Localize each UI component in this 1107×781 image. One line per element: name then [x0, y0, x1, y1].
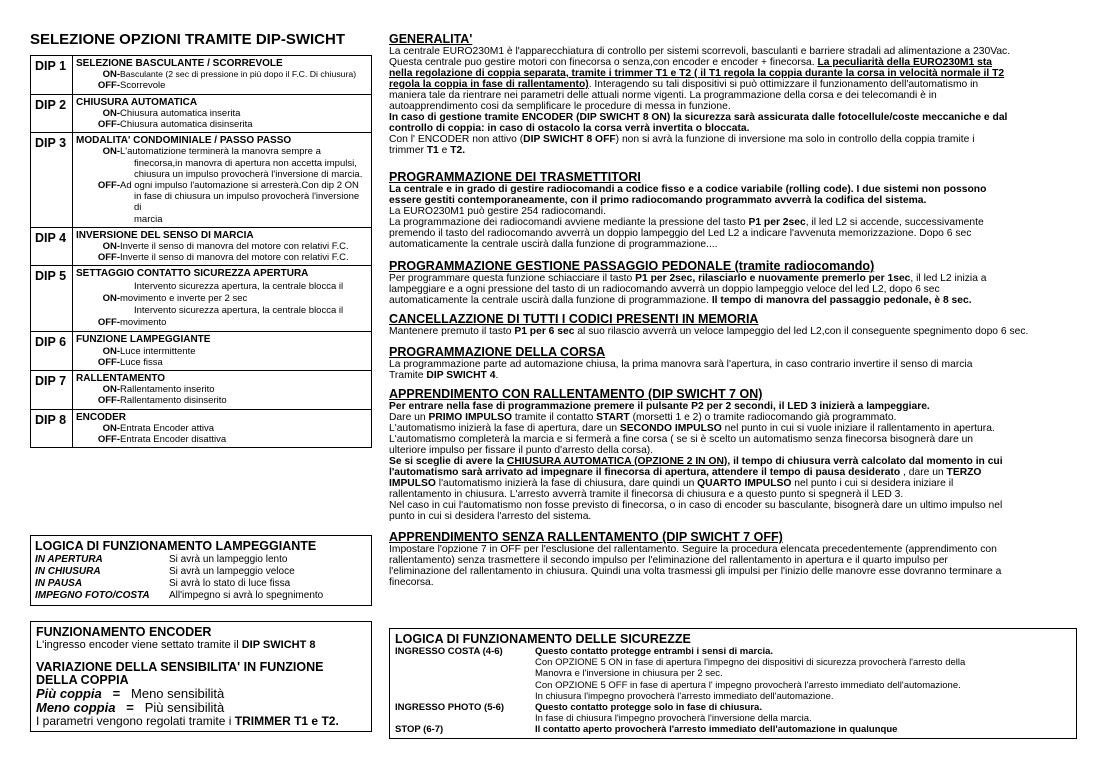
lamp-state: IN APERTURA: [35, 554, 103, 565]
text-span: Tramite: [389, 370, 427, 381]
lamp-behavior: Si avrà un lampeggio lento: [169, 554, 288, 565]
section-learning-with-slowdown: [389, 387, 1079, 522]
on-label: ON-: [102, 384, 120, 396]
dip-on-option: [76, 108, 368, 119]
section-travel-programming: [389, 345, 1079, 381]
off-text: Entrata Encoder disattiva: [120, 434, 227, 446]
text-span: P1 per 2sec, rilasciarlo e nuovamente premerlo per 1sec: [635, 273, 911, 284]
text-line: [389, 326, 1079, 337]
text-span: P1 per 2sec: [748, 217, 806, 228]
section-pedestrian: [389, 259, 1079, 306]
text-span: TERZO: [946, 467, 982, 478]
text-line: autoapprendimento cosi da semplificare le procedure di messa in funzione.: [389, 101, 731, 112]
dip-number: DIP 7: [31, 371, 73, 409]
text-line: La centrale e in grado di gestire radiocomandi a codice fisso e a codice variabile (rolling code). I due sistemi non possono: [389, 184, 987, 195]
off-text: movimento: [120, 317, 167, 329]
text-span: Se si sceglie di avere la: [389, 456, 507, 467]
safety-logic-box: [389, 628, 1077, 739]
dip-off-option: [76, 395, 368, 406]
text-line: lampeggiare e a ogni pressione del tasto di un radiocomando avverrà un doppio lampeggio veloce del led L2, dopo 6 sec: [389, 284, 940, 295]
lamp-behavior: All'impegno si avrà lo spegnimento: [169, 590, 324, 601]
text-span: IMPULSO: [389, 478, 436, 489]
dip-off-option: [76, 357, 368, 368]
input-description: Questo contatto protegge solo in fase di chiusura.: [535, 702, 762, 714]
text-span: Mantenere premuto il tasto: [389, 326, 515, 337]
off-text: Inverte il senso di manovra del motore con relativi F.C.: [120, 252, 349, 264]
more-torque-row: [36, 687, 367, 701]
text-line: [389, 295, 1079, 306]
off-label: OFF-: [97, 434, 120, 446]
on-text: Basculante (2 sec di pressione in più dopo il F.C. Di chiusura): [120, 69, 357, 80]
text-line: automaticamente la centrale uscirà dalla funzione di programmazione....: [389, 239, 718, 250]
text-span: , il tempo di chiusura verrà calcolato dal momento in cui: [727, 456, 1003, 467]
text-span: , il led L2 si accende, successivamente: [805, 217, 984, 228]
input-description: Questo contatto protegge entrambi i sensi di marcia.: [535, 646, 774, 657]
on-text: Chiusura automatica inserita: [120, 107, 241, 119]
text-line: [389, 273, 1079, 284]
text-line: In caso di gestione tramite ENCODER (DIP SWICHT 8 ON) la sicurezza sarà assicurata dalle fotocellule/coste meccaniche e dal: [389, 112, 1008, 123]
dip-title: SETTAGGIO CONTATTO SICUREZZA APERTURA: [76, 268, 309, 280]
lamp-state: IN CHIUSURA: [35, 566, 101, 577]
off-text-line: in fase di chiusura un impulso provocherà l'inversione di: [134, 191, 360, 214]
text-line: Impostare l'opzione 7 in OFF per l'esclusione del rallentamento. Seguire la procedura elencata precedentemente (apprendimento con: [389, 544, 997, 555]
equals: =: [112, 686, 121, 701]
text-line: In fase di chiusura l'impegno provocherà l'inversione della marcia.: [535, 713, 812, 725]
trimmer-text-a: I parametri vengono regolati tramite i: [36, 714, 235, 728]
dip-switch-table: [30, 55, 372, 448]
dip-description: [73, 95, 371, 133]
text-line: [389, 423, 1079, 434]
dip-off-option: [76, 252, 368, 263]
text-span: trimmer: [389, 145, 427, 156]
lamp-row: [35, 590, 367, 602]
dip-description: [73, 133, 371, 227]
on-label: ON-: [102, 107, 120, 119]
dip-description: [73, 332, 371, 370]
less-torque-label: Meno coppia: [36, 700, 116, 715]
text-line: [389, 412, 1079, 423]
stop-row: [395, 724, 1071, 735]
text-line: [389, 217, 1079, 228]
on-text: movimento e inverte per 2 sec: [120, 292, 248, 304]
text-span: La programmazione dei radiocomandi avviene mediante la pressione del tasto: [389, 217, 749, 228]
equals: =: [126, 700, 134, 715]
dip-number: DIP 4: [31, 228, 73, 266]
off-text: Luce fissa: [120, 356, 163, 368]
dip-row-8: [31, 410, 371, 448]
text-line: rallentamento in chiusura. L'arresto avverrà tramite il finecorsa di chiusura e a questo punto si spegnerà il LED 3.: [389, 489, 904, 500]
text-line: Nel caso in cui l'automatismo non fosse previsto di finecorsa, o in caso di encoder su basculante, bisognerà dare un ultimo impulso nel: [389, 500, 1003, 511]
text-span: Il tempo di manovra del passaggio pedonale, è 8 sec.: [711, 295, 972, 306]
more-torque-value: Meno sensibilità: [131, 686, 225, 701]
text-line: L'automatismo completerà la marcia e si fermerà a fine corsa ( se si è scelto un automatismo senza finecorsa bisognerà dare un: [389, 434, 974, 445]
dip-off-option: [76, 180, 368, 191]
input-name: STOP (6-7): [395, 724, 444, 736]
on-label: ON-: [102, 69, 120, 81]
section-heading: PROGRAMMAZIONE DELLA CORSA: [389, 345, 606, 359]
dip-title: RALLENTAMENTO: [76, 373, 166, 385]
section-heading: GENERALITA': [389, 32, 473, 46]
less-torque-row: [36, 701, 367, 715]
encoder-text-a: L'ingresso encoder viene settato tramite il: [36, 639, 242, 651]
dip-number: DIP 1: [31, 56, 73, 94]
text-span: ) non si avrà la funzione di inversione ma solo in controllo della coppia tramite i: [615, 134, 975, 145]
trimmer-text: [36, 715, 367, 728]
text-span: T2.: [450, 145, 466, 156]
dip-row-5: [31, 266, 371, 332]
section-general: [389, 32, 1079, 156]
text-line: In chiusura l'impegno provocherà l'arresto immediato dell'automazione.: [535, 690, 834, 702]
on-text-line: finecorsa,in manovra di apertura non accetta impulsi,: [134, 157, 357, 169]
text-line: [389, 456, 1079, 467]
dip-title: FUNZIONE LAMPEGGIANTE: [76, 334, 211, 346]
text-span: Con l' ENCODER non attivo (: [389, 134, 524, 145]
text-line: La centrale EURO230M1 è l'apparecchiatura di controllo per sistemi scorrevoli, basculanti e barriere stradali ad alimentazione a 230Vac.: [389, 46, 1011, 57]
on-text: Rallentamento inserito: [120, 384, 215, 396]
photo-row: [395, 702, 1071, 713]
dip-row-4: [31, 228, 371, 267]
text-span: l'automatismo inizierà la fase di chiusura, dare quindi un: [435, 478, 698, 489]
dip-on-option: [76, 423, 368, 434]
dip-title: INVERSIONE DEL SENSO DI MARCIA: [76, 229, 254, 241]
text-line: La EURO230M1 può gestire 254 radiocomandi.: [389, 206, 606, 217]
dip-off-option: [76, 119, 368, 130]
text-span: L'automatismo inizierà la fase di apertura, dare un: [389, 423, 620, 434]
section-learning-without-slowdown: [389, 530, 1079, 588]
dip-row-3: [31, 133, 371, 228]
dip-on-option: [76, 293, 368, 305]
text-line: premendo il tasto del radiocomando avverrà un doppio lampeggio del Led L2 a indicare l'avvenuta memorizzazione. Dopo 6 sec: [389, 228, 972, 239]
on-text: Luce intermittente: [120, 345, 196, 357]
dip-number: DIP 6: [31, 332, 73, 370]
off-text: Rallentamento disinserito: [120, 395, 227, 407]
text-span: nel punto i cui si desidera iniziare il: [791, 478, 954, 489]
dip-row-7: [31, 371, 371, 410]
off-label: OFF-: [97, 317, 120, 329]
dip-on-option: [76, 384, 368, 395]
text-line: La programmazione parte ad automazione chiusa, la prima manovra sarà l'apertura, in caso contrario invertire il senso di marcia: [389, 359, 973, 370]
off-label: OFF-: [97, 356, 120, 368]
lamp-behavior: Si avrà lo stato di luce fissa: [169, 578, 291, 589]
text-line: Per entrare nella fase di programmazione premere il pulsante P2 per 2 secondi, il LED 3 inizierà a lampeggiare.: [389, 401, 930, 412]
off-label: OFF-: [97, 252, 120, 264]
section-heading: PROGRAMMAZIONE GESTIONE PASSAGGIO PEDONALE (tramite radiocomando): [389, 259, 875, 273]
text-span: T1: [426, 145, 439, 156]
text-span: Dare un: [389, 412, 429, 423]
encoder-box: [30, 621, 372, 732]
dip-on-option: [76, 346, 368, 357]
dip-number: DIP 5: [31, 266, 73, 331]
text-span: .: [495, 370, 499, 381]
text-span: regola la coppia in fase di rallentamento): [389, 79, 589, 90]
lamp-row: [35, 578, 367, 590]
lamp-row: [35, 566, 367, 578]
text-line: Con OPZIONE 5 ON in fase di apertura l'impegno dei dispositivi di sicurezza provocherà l'arresto della: [535, 657, 966, 669]
dip-off-option: [76, 80, 368, 91]
dip-number: DIP 2: [31, 95, 73, 133]
lamp-row: [35, 554, 367, 566]
dip-number: DIP 3: [31, 133, 73, 227]
costa-row: [395, 646, 1071, 657]
text-span: Per programmare questa funzione schiacciare il tasto: [389, 273, 636, 284]
dip-description: [73, 266, 371, 331]
section-title: LOGICA DI FUNZIONAMENTO DELLE SICUREZZE: [395, 632, 691, 646]
on-label: ON-: [102, 292, 120, 304]
encoder-text: [36, 639, 367, 652]
lamp-state: IN PAUSA: [35, 578, 83, 589]
text-line: Manovra e l'inversione in chiusura per 2 sec.: [535, 668, 723, 680]
dip-on-option: [76, 69, 368, 80]
text-line: punto in cui si desidera l'arresto del sistema.: [389, 511, 592, 522]
flashing-light-logic-box: [30, 535, 372, 606]
section-clear-codes: [389, 312, 1079, 337]
dip-title: ENCODER: [76, 411, 127, 423]
lamp-behavior: Si avrà un lampeggio veloce: [169, 566, 295, 577]
off-text-line: marcia: [134, 213, 163, 225]
on-label: ON-: [102, 422, 120, 434]
off-label: OFF-: [97, 395, 120, 407]
text-span: Questa centrale puo gestire motori con finecorsa o senza,con encoder e encoder + finecorsa.: [389, 57, 818, 68]
text-line: [389, 370, 1079, 381]
section-title: FUNZIONAMENTO ENCODER: [36, 625, 212, 639]
on-label: ON-: [102, 146, 120, 158]
text-line: rallentamento) senza trasmettere il secondo impulso per l'eliminazione del rallentamento in apertura e il quarto impulso per: [389, 555, 948, 566]
text-line: [389, 57, 1079, 68]
text-line: maniera tale da rientrare nei parametri delle attuali norme vigenti. La programmazione della corsa e dei telecomandi è in: [389, 90, 937, 101]
text-span: START: [596, 412, 630, 423]
off-text: Scorrevole: [120, 80, 166, 92]
text-line: essere gestiti contemporaneamente, con il primo radiocomando programmato avverrà la codifica del sistema.: [389, 195, 927, 206]
off-label: OFF-: [97, 119, 120, 131]
off-label: OFF-: [97, 80, 120, 92]
text-span: , dare un: [900, 467, 947, 478]
section-heading: APPRENDIMENTO SENZA RALLENTAMENTO (DIP SWICHT 7 OFF): [389, 530, 783, 544]
on-label: ON-: [102, 345, 120, 357]
input-description: Il contatto aperto provocherà l'arresto immediato dell'automazione in qualunque: [535, 724, 898, 736]
on-text: Entrata Encoder attiva: [120, 422, 214, 434]
dip-description: [73, 410, 371, 448]
on-text-line: Intervento sicurezza apertura, la centrale blocca il: [134, 280, 344, 292]
text-span: l'automatismo sarà arrivato ad impegnare il finecorsa di apertura, attendere il tempo di pausa desiderato: [389, 467, 901, 478]
dip-description: [73, 56, 371, 94]
text-span: nel punto in cui si vuole iniziare il rallentamento in apertura.: [721, 423, 995, 434]
input-name: INGRESSO COSTA (4-6): [395, 646, 503, 657]
text-line: [389, 478, 1079, 489]
text-span: tramite il contatto: [512, 412, 597, 423]
text-line: finecorsa.: [389, 577, 434, 588]
dip-off-option: [76, 434, 368, 445]
section-title: LOGICA DI FUNZIONAMENTO LAMPEGGIANTE: [35, 539, 317, 553]
text-span: SECONDO IMPULSO: [619, 423, 722, 434]
encoder-dip: DIP SWICHT 8: [241, 639, 316, 651]
dip-title: CHIUSURA AUTOMATICA: [76, 96, 198, 108]
dip-description: [73, 371, 371, 409]
dip-title: MODALITA' CONDOMINIALE / PASSO PASSO: [76, 135, 292, 147]
off-label: OFF-: [97, 180, 120, 192]
text-line: [389, 467, 1079, 478]
text-span: . Interagendo su tali dispositivi si può ottimizzare il funzionamento dell'automatismo in: [588, 79, 979, 90]
text-line: Con OPZIONE 5 OFF in fase di apertura l' impegno provocherà l'arresto immediato dell'automazione.: [535, 679, 961, 691]
sensitivity-title-2: DELLA COPPIA: [36, 673, 129, 687]
text-span: , il led L2 inizia a: [910, 273, 987, 284]
more-torque-label: Più coppia: [36, 686, 102, 701]
instructions-column: [389, 32, 1079, 594]
on-label: ON-: [102, 241, 120, 253]
dip-title: SELEZIONE BASCULANTE / SCORREVOLE: [76, 58, 283, 69]
text-span: CHIUSURA AUTOMATICA (OPZIONE 2 IN ON): [506, 456, 728, 467]
trimmer-names: TRIMMER T1 e T2.: [234, 714, 339, 728]
text-span: PRIMO IMPULSO: [428, 412, 513, 423]
dip-on-option: [76, 241, 368, 252]
text-line: ulteriore impulso per fissare il punto d'arresto della corsa).: [389, 445, 654, 456]
text-span: DIP SWICHT 4: [426, 370, 496, 381]
text-line: [389, 145, 1079, 156]
dip-on-option: [76, 146, 368, 157]
text-span: DIP SWICHT 8 OFF: [523, 134, 616, 145]
input-name: INGRESSO PHOTO (5-6): [395, 702, 505, 714]
on-text: L'automatizione terminerà la manovra sempre a: [120, 146, 321, 158]
on-text: Inverte il senso di manovra del motore con relativi F.C.: [120, 241, 349, 253]
section-heading: APPRENDIMENTO CON RALLENTAMENTO (DIP SWICHT 7 ON): [389, 387, 763, 401]
section-heading: CANCELLAZZIONE DI TUTTI I CODICI PRESENTI IN MEMORIA: [389, 312, 759, 326]
on-text-line: chiusura un impulso provocherà l'inversione di marcia.: [134, 168, 363, 180]
text-line: l'eliminazione del rallentamento in chiusura. Quindi una volta trasmessi gli impulsi per l'inizio delle manovre esse dovranno terminare a: [389, 566, 1002, 577]
section-heading: PROGRAMMAZIONE DEI TRASMETTITORI: [389, 170, 641, 184]
sensitivity-title: VARIAZIONE DELLA SENSIBILITA' IN FUNZIONE: [36, 660, 324, 674]
section-transmitters: [389, 170, 1079, 250]
text-span: e: [438, 145, 451, 156]
dip-off-option: [76, 317, 368, 329]
lamp-state: IMPEGNO FOTO/COSTA: [35, 590, 150, 601]
text-line: [389, 79, 1079, 90]
less-torque-value: Più sensibilità: [144, 700, 225, 715]
text-span: QUARTO IMPULSO: [697, 478, 792, 489]
dip-row-1: [31, 56, 371, 95]
dip-description: [73, 228, 371, 266]
text-span: P1 per 6 sec: [514, 326, 575, 337]
text-span: (morsetti 1 e 2) o tramite radiocomando già programmato.: [629, 412, 897, 423]
dip-number: DIP 8: [31, 410, 73, 448]
text-span: automaticamente la centrale uscirà dalla funzione di programmazione.: [389, 295, 712, 306]
off-text-line: Intervento sicurezza apertura, la centrale blocca il: [134, 305, 344, 317]
text-span: al suo rilascio avverrà un veloce lampeggio del led L2,con il conseguente spegnimento dopo 6 sec.: [574, 326, 1029, 337]
off-text: Chiusura automatica disinserita: [120, 119, 253, 131]
dip-row-6: [31, 332, 371, 371]
off-text: Ad ogni impulso l'automazione si arresterà.Con dip 2 ON: [120, 180, 359, 192]
dip-row-2: [31, 95, 371, 134]
text-line: nella regolazione di coppia separata, tramite i trimmer T1 e T2 ( il T1 regola la coppia durante la corsa in velocità normale il T2: [389, 68, 1005, 79]
text-span: La peculiarità della EURO230M1 sta: [817, 57, 992, 68]
text-line: [389, 134, 1079, 145]
text-line: controllo di coppia: in caso di ostacolo la corsa verrà invertita o bloccata.: [389, 123, 750, 134]
page-title: SELEZIONE OPZIONI TRAMITE DIP-SWICHT: [30, 31, 345, 48]
